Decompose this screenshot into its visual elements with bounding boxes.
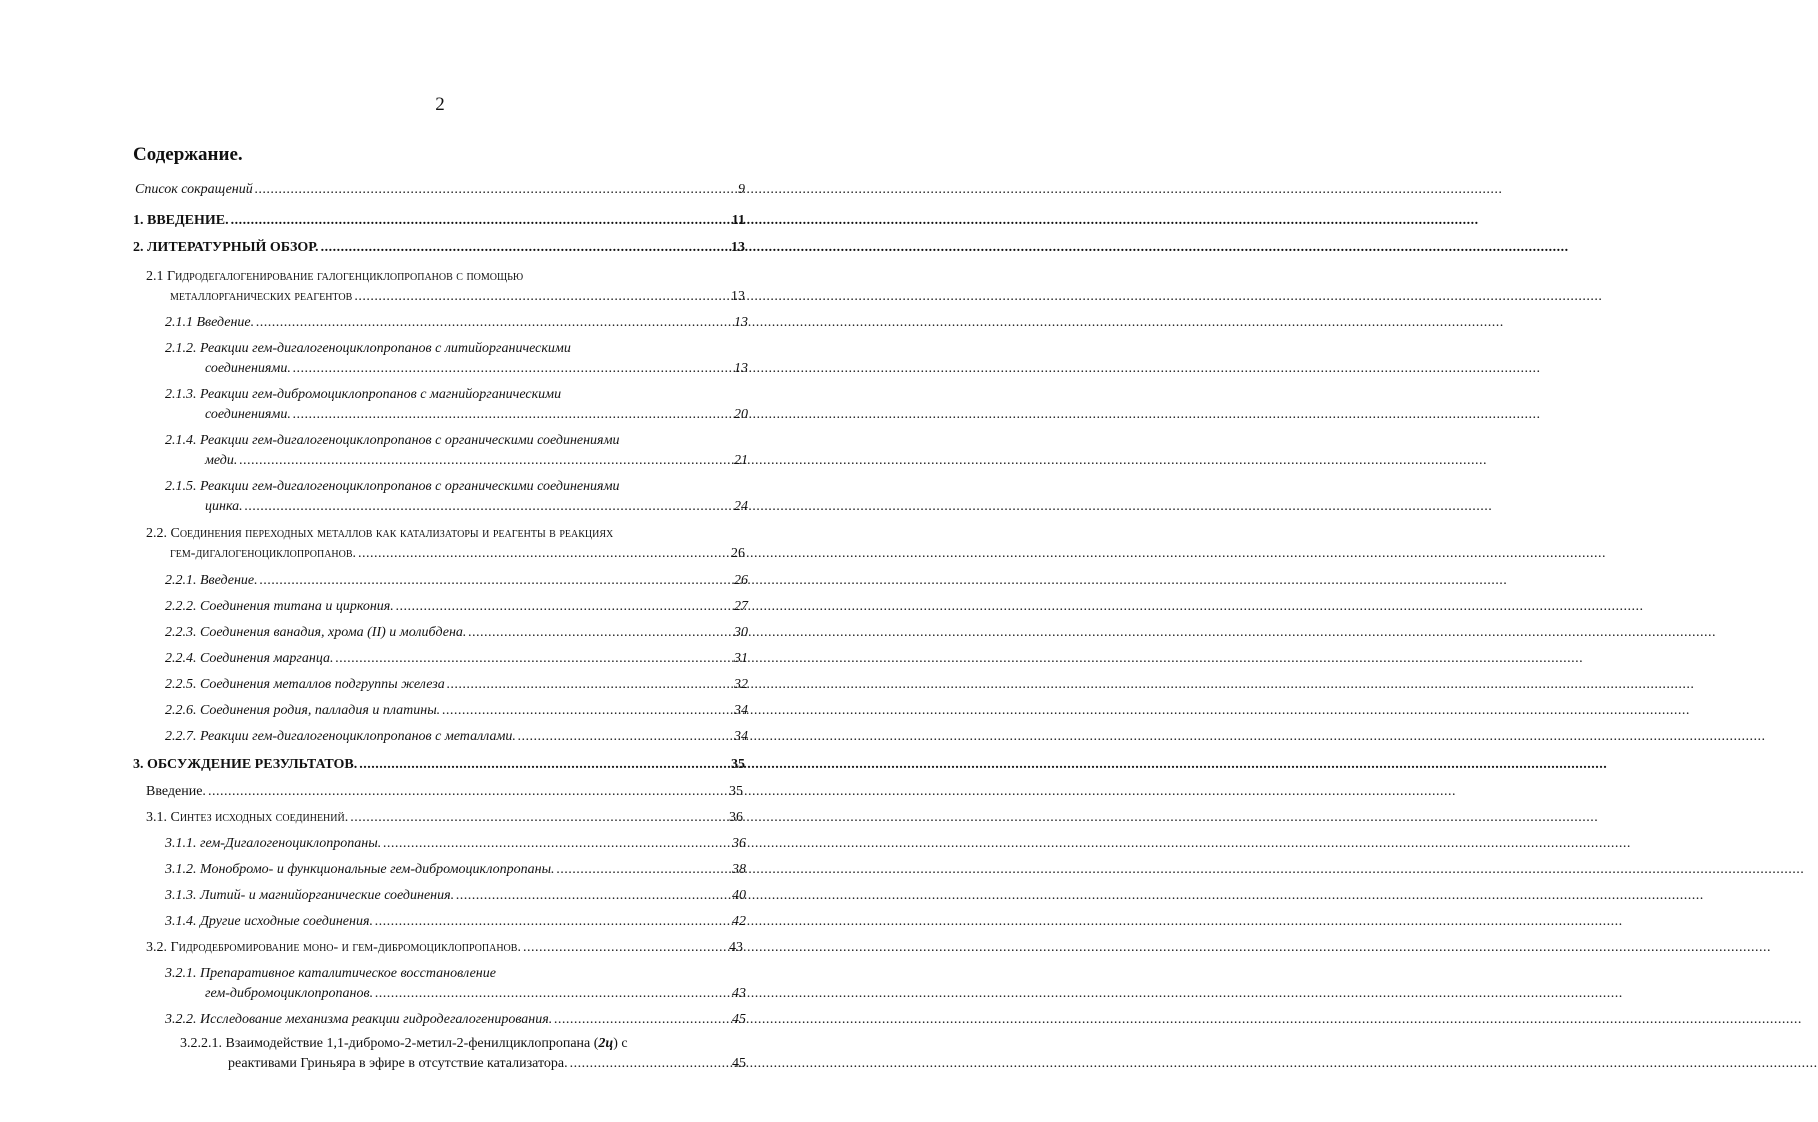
toc-entry: 3. ОБСУЖДЕНИЕ РЕЗУЛЬТАТОВ. ..... 35 xyxy=(133,757,745,773)
toc-entry: реактивами Гриньяра в эфире в отсутствие катализатора. ..... 45 xyxy=(228,1056,746,1072)
page-title: Содержание. xyxy=(133,144,243,165)
toc-entry: соединениями. ..... 13 xyxy=(205,361,748,377)
page-number: 2 xyxy=(435,94,445,115)
toc-entry: 1. ВВЕДЕНИЕ. ..... 11 xyxy=(133,213,745,229)
toc-entry: 2.2.3. Соединения ванадия, хрома (II) и молибдена. ..... 30 xyxy=(165,625,748,641)
toc-entry-line1: 2.1.2. Реакции гем-дигалогеноциклопропанов с литийорганическими xyxy=(165,341,571,356)
toc-entry-line1: 2.1 Гидродегалогенирование галогенциклопропанов с помощью xyxy=(146,269,524,284)
toc-entry: 2. ЛИТЕРАТУРНЫЙ ОБЗОР. ..... 13 xyxy=(133,240,745,256)
toc-entry: цинка. ..... 24 xyxy=(205,499,748,515)
toc-entry: гем-дигалогеноциклопропанов. ..... 26 xyxy=(170,546,745,562)
toc-entry: металлорганических реагентов ..... 13 xyxy=(170,289,745,305)
compound-label: 2ц xyxy=(598,1036,614,1051)
toc-entry-line1: 3.2.2.1. Взаимодействие 1,1-дибромо-2-метил-2-фенилциклопропана (2ц) с xyxy=(180,1036,628,1051)
toc-entry-line1: 2.1.5. Реакции гем-дигалогеноциклопропанов с органическими соединениями xyxy=(165,479,620,494)
toc-entry: 3.2. Гидродебромирование моно- и гем-дибромоциклопропанов. ..... 43 xyxy=(146,940,743,956)
toc-entry: 2.1.1 Введение. ..... 13 xyxy=(165,315,748,331)
toc-entry: 3.1.4. Другие исходные соединения. ..... 42 xyxy=(165,914,746,930)
toc-entry: 3.1.2. Монобромо- и функциональные гем-дибромоциклопропаны. ..... 38 xyxy=(165,862,746,878)
toc-entry: 2.2.6. Соединения родия, палладия и платины. ..... 34 xyxy=(165,703,748,719)
toc-entry: соединениями. ..... 20 xyxy=(205,407,748,423)
toc-entry: 3.1.3. Литий- и магнийорганические соединения. ..... 40 xyxy=(165,888,746,904)
toc-entry-line1: 2.1.4. Реакции гем-дигалогеноциклопропанов с органическими соединениями xyxy=(165,433,620,448)
toc-entry: 3.1. Синтез исходных соединений. ..... 36 xyxy=(146,810,743,826)
toc-entry: 2.2.2. Соединения титана и циркония. ..... 27 xyxy=(165,599,748,615)
toc-entry: Список сокращений ..... 9 xyxy=(135,182,745,198)
toc-entry: 2.2.1. Введение. ..... 26 xyxy=(165,573,748,589)
toc-entry-line1: 2.1.3. Реакции гем-дибромоциклопропанов с магнийорганическими xyxy=(165,387,562,402)
toc-entry: Введение. ..... 35 xyxy=(146,784,743,800)
toc-entry-line1: 3.2.1. Препаративное каталитическое восстановление xyxy=(165,966,496,981)
toc-entry: 3.1.1. гем-Дигалогеноциклопропаны. ..... 36 xyxy=(165,836,746,852)
toc-entry: 2.2.4. Соединения марганца. ..... 31 xyxy=(165,651,748,667)
toc-entry: гем-дибромоциклопропанов. ..... 43 xyxy=(205,986,746,1002)
toc-entry: 2.2.7. Реакции гем-дигалогеноциклопропанов с металлами. ..... 34 xyxy=(165,729,748,745)
toc-entry-line1: 2.2. Соединения переходных металлов как катализаторы и реагенты в реакциях xyxy=(146,526,614,541)
toc-entry: 2.2.5. Соединения металлов подгруппы железа ..... 32 xyxy=(165,677,748,693)
toc-entry: меди. ..... 21 xyxy=(205,453,748,469)
toc-entry: 3.2.2. Исследование механизма реакции гидродегалогенирования. ..... 45 xyxy=(165,1012,746,1028)
